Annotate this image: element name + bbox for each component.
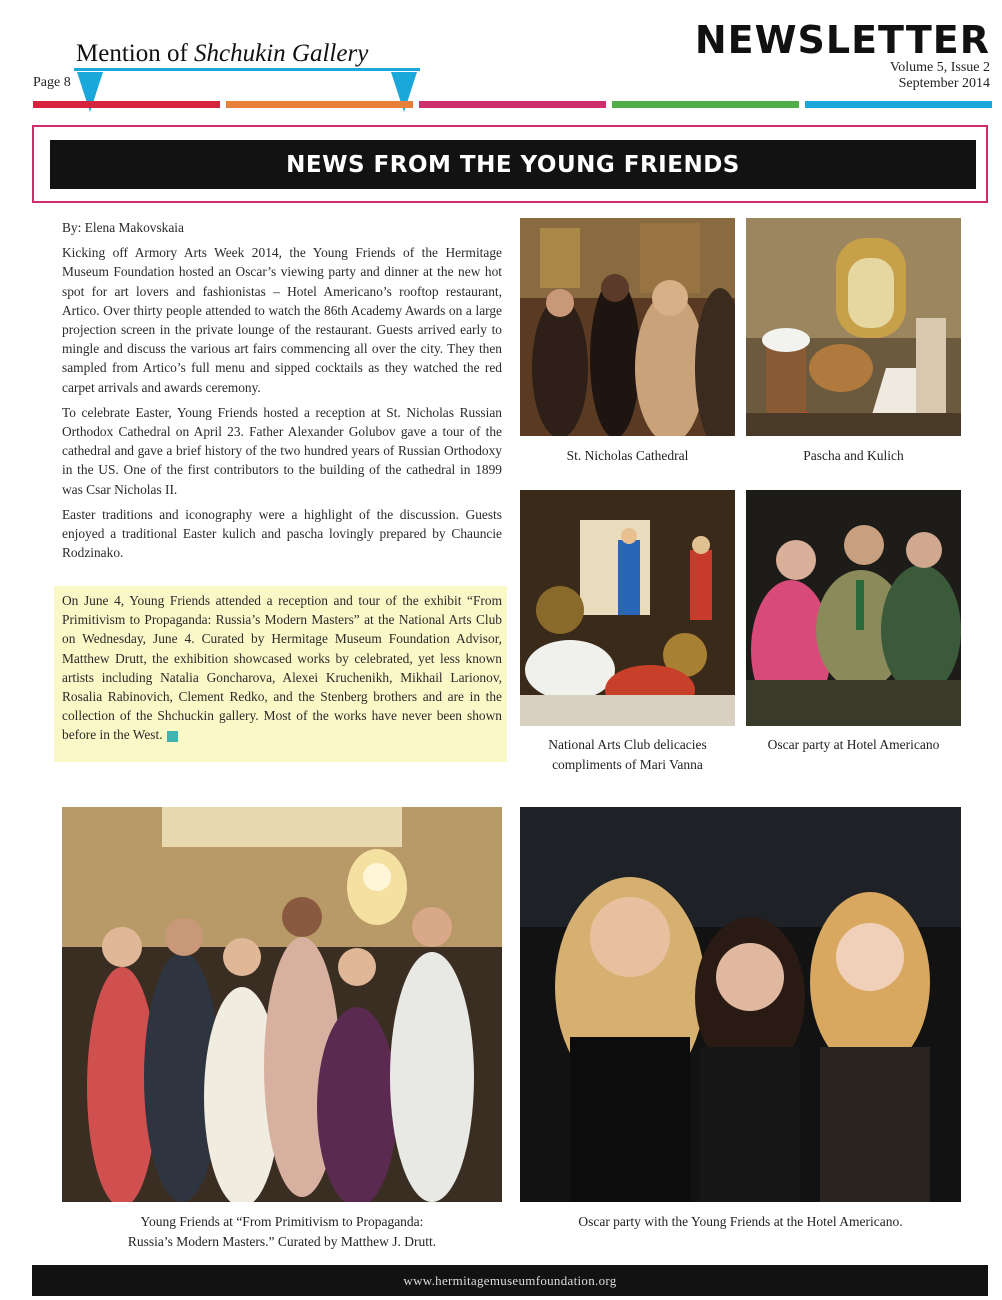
mention-underline	[74, 68, 420, 71]
issue-date: September 2014	[898, 76, 990, 91]
color-bar-green	[612, 101, 799, 108]
photo-oscar-party-small	[746, 490, 961, 726]
end-mark-icon	[167, 731, 178, 742]
mention-heading	[76, 40, 368, 68]
article-paragraph: On June 4, Young Friends attended a reception and tour of the exhibit “From Primitivism to Propaganda: Russia’s Modern Masters” at the National Arts Club on Wednesday, June 4. Curated by Hermitage Museum Foundation Advisor, Matthew Drutt, the exhibition showcased works by celebrated, yet less known artists including Natalia Goncharova, Alexei Kruchenikh, Mikhail Larionov, Rosalia Rabinovich, Clement Redko, and the Stenberg brothers and are in the collection of the Shchuckin gallery. Most of the works have never been shown before in the West.	[62, 593, 502, 743]
page-number: Page 8	[33, 75, 71, 90]
article-paragraph: To celebrate Easter, Young Friends hosted a reception at St. Nicholas Russian Orthodox Cathedral on April 23. Father Alexander Golubov gave a tour of the cathedral and gave a brief history of the two hundred years of Russian Orthodoxy in the US. One of the first contributors to the building of the cathedral in 1899 was Csar Nicholas II.	[62, 404, 502, 497]
color-bar-cyan	[805, 101, 992, 108]
article-paragraph: Kicking off Armory Arts Week 2014, the Young Friends of the Hermitage Museum Foundation hosted an Oscar’s viewing party and dinner at the new hot spot for art lovers and fashionistas – Hotel Americano’s rooftop restaurant, Artico. Over thirty people attended to watch the 86th Academy Awards on a large projection screen in the private lounge of the restaurant. Guests arrived early to mingle and discuss the various art fairs commencing all over the city. They then sampled from Artico’s full menu and sipped cocktails as they watched the red carpet arrivals and awards ceremony.	[62, 245, 502, 395]
photo-cathedral	[520, 218, 735, 436]
photo-oscar-party-large	[520, 807, 961, 1202]
caption-delicacies-line2: compliments of Mari Vanna	[552, 757, 703, 772]
issue-info	[890, 60, 990, 92]
caption-cathedral: St. Nicholas Cathedral	[566, 448, 689, 463]
caption-group-line2: Russia’s Modern Masters.” Curated by Matthew J. Drutt.	[127, 1234, 437, 1249]
mention-prefix: Mention of	[76, 40, 195, 67]
color-bar-orange	[226, 101, 413, 108]
caption-oscar-large: Oscar party with the Young Friends at the Hotel Americano.	[578, 1214, 903, 1229]
section-title: NEWS FROM THE YOUNG FRIENDS	[50, 140, 976, 189]
caption-delicacies	[520, 735, 735, 775]
color-bar-magenta	[419, 101, 606, 108]
highlighted-paragraph	[62, 591, 502, 745]
mention-gallery-name: Shchukin Gallery	[194, 40, 369, 67]
color-bar-red	[33, 101, 220, 108]
article-paragraph: Easter traditions and iconography were a highlight of the discussion. Guests enjoyed a traditional Easter kulich and pascha lovingly prepared by Chauncie Rodzinako.	[62, 506, 502, 561]
photo-delicacies	[520, 490, 735, 726]
volume-issue: Volume 5, Issue 2	[889, 60, 990, 75]
caption-group-line1: Young Friends at “From Primitivism to Propaganda:	[140, 1214, 424, 1229]
photo-group-exhibit	[62, 807, 502, 1202]
article-body	[62, 218, 502, 568]
newsletter-title: NEWSLETTER	[694, 18, 990, 62]
photo-pascha-kulich	[746, 218, 961, 436]
caption-oscar-small: Oscar party at Hotel Americano	[767, 737, 940, 752]
byline: By: Elena Makovskaia	[62, 220, 184, 235]
caption-group	[62, 1212, 502, 1252]
caption-delicacies-line1: National Arts Club delicacies	[548, 737, 707, 752]
caption-pascha: Pascha and Kulich	[803, 448, 904, 463]
footer-url[interactable]: www.hermitagemuseumfoundation.org	[32, 1265, 988, 1296]
